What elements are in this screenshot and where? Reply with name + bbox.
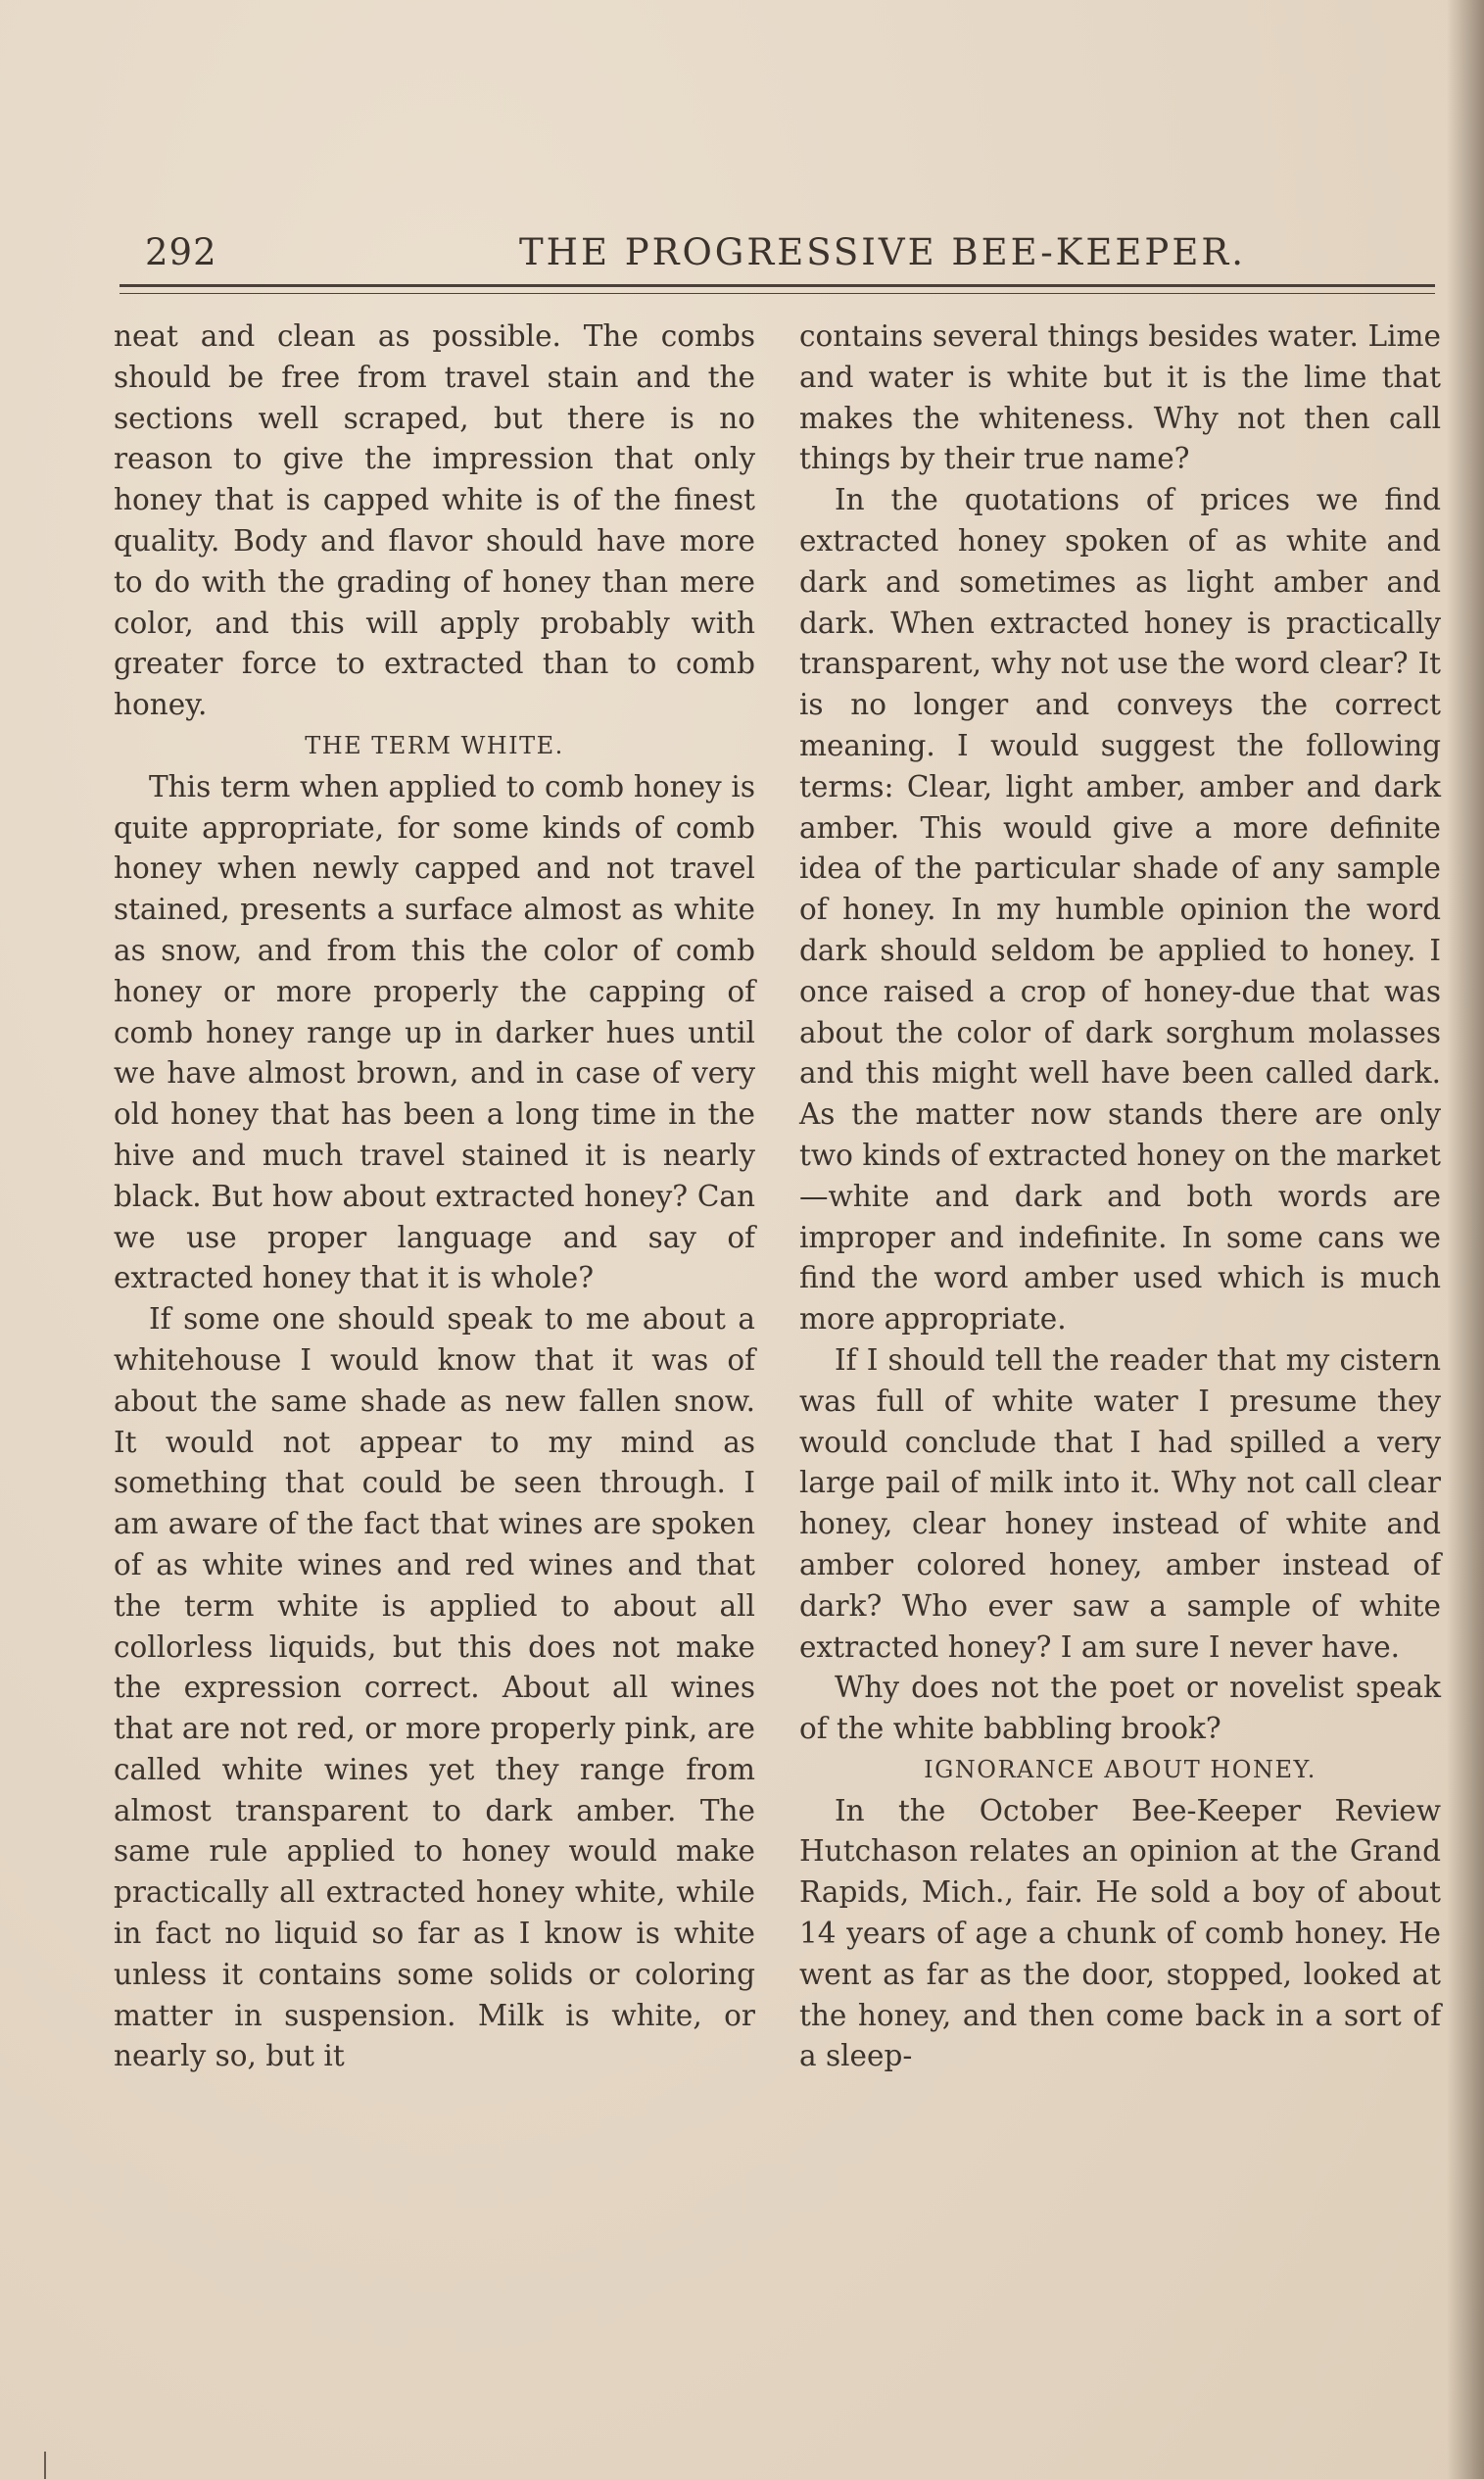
paragraph: In the quotations of prices we find extracted honey spoken of as white and dark and sometimes as light amber and dark. When extracted honey is practically transparent, why not use the word clear? It is no longer and conveys the correct meaning. I would suggest the following terms: Clear, light amber, amber and dark amber. This would give a more definite idea of the particular shade of any sample of honey. In my humble opinion the word dark should seldom be applied to honey. I once raised a crop of honey-due that was about the color of dark sorghum molasses and this might well have been called dark. As the matter now stands there are only two kinds of extracted honey on the market—white and dark and both words are improper and indefinite. In some cans we find the word amber used which is much more appropriate. [799,483,1441,1337]
page-header [118,231,1435,280]
header-rule-thin [120,293,1435,294]
paragraph: If I should tell the reader that my cistern was full of white water I presume they would conclude that I had spilled a very large pail of milk into it. Why not call clear honey, clear honey instead of white and amber colored honey, amber instead of dark? Who ever saw a sample of white extracted honey? I am sure I never have. [799,1342,1441,1664]
section-heading: THE TERM WHITE. [305,731,564,759]
paragraph: If some one should speak to me about a whitehouse I would know that it was of about the same shade as new fallen snow. It would not appear to my mind as something that could be seen through. I am aware of the fact that wines are spoken of as white wines and red wines and that the term white is applied to about all collorless liquids, but this does not make the expression correct. About all wines that are not red, or more properly pink, are called white wines yet they range from almost transparent to dark amber. The same rule applied to honey would make practically all extracted honey white, while in fact no liquid so far as I know is white unless it contains some solids or coloring matter in suspension. Milk is white, or nearly so, but it [114,1302,755,2073]
paragraph: Why does not the poet or novelist speak of the white babbling brook? [799,1671,1441,1746]
page-number: 292 [145,231,217,273]
section-heading: IGNORANCE ABOUT HONEY. [924,1755,1316,1783]
paragraph: contains several things besides water. Lime and water is white but it is the lime that makes the whiteness. Why not then call things by their true name? [799,319,1441,476]
paragraph: In the October Bee-Keeper Review Hutchason relates an opinion at the Grand Rapids, Mich., fair. He sold a boy of about 14 years of age a chunk of comb honey. He went as far as the door, stopped, looked at the honey, and then come back in a sort of a sleep- [799,1793,1441,2073]
header-rule [120,284,1435,287]
left-column [114,316,755,2077]
right-column [799,316,1441,2077]
paragraph: This term when applied to comb honey is quite appropriate, for some kinds of comb honey when newly capped and not travel stained, presents a surface almost as white as snow, and from this the color of comb honey or more properly the capping of comb honey range up in darker hues until we have almost brown, and in case of very old honey that has been a long time in the hive and much travel stained it is nearly black. But how about extracted honey? Can we use proper language and say of extracted honey that it is whole? [114,769,755,1295]
page-mark [44,2452,46,2479]
running-title: THE PROGRESSIVE BEE-KEEPER. [519,231,1246,273]
paragraph: neat and clean as possible. The combs should be free from travel stain and the sections well scraped, but there is no reason to give the impression that only honey that is capped white is of the finest quality. Body and flavor should have more to do with the grading of honey than mere color, and this will apply probably with greater force to extracted than to comb honey. [114,319,755,722]
